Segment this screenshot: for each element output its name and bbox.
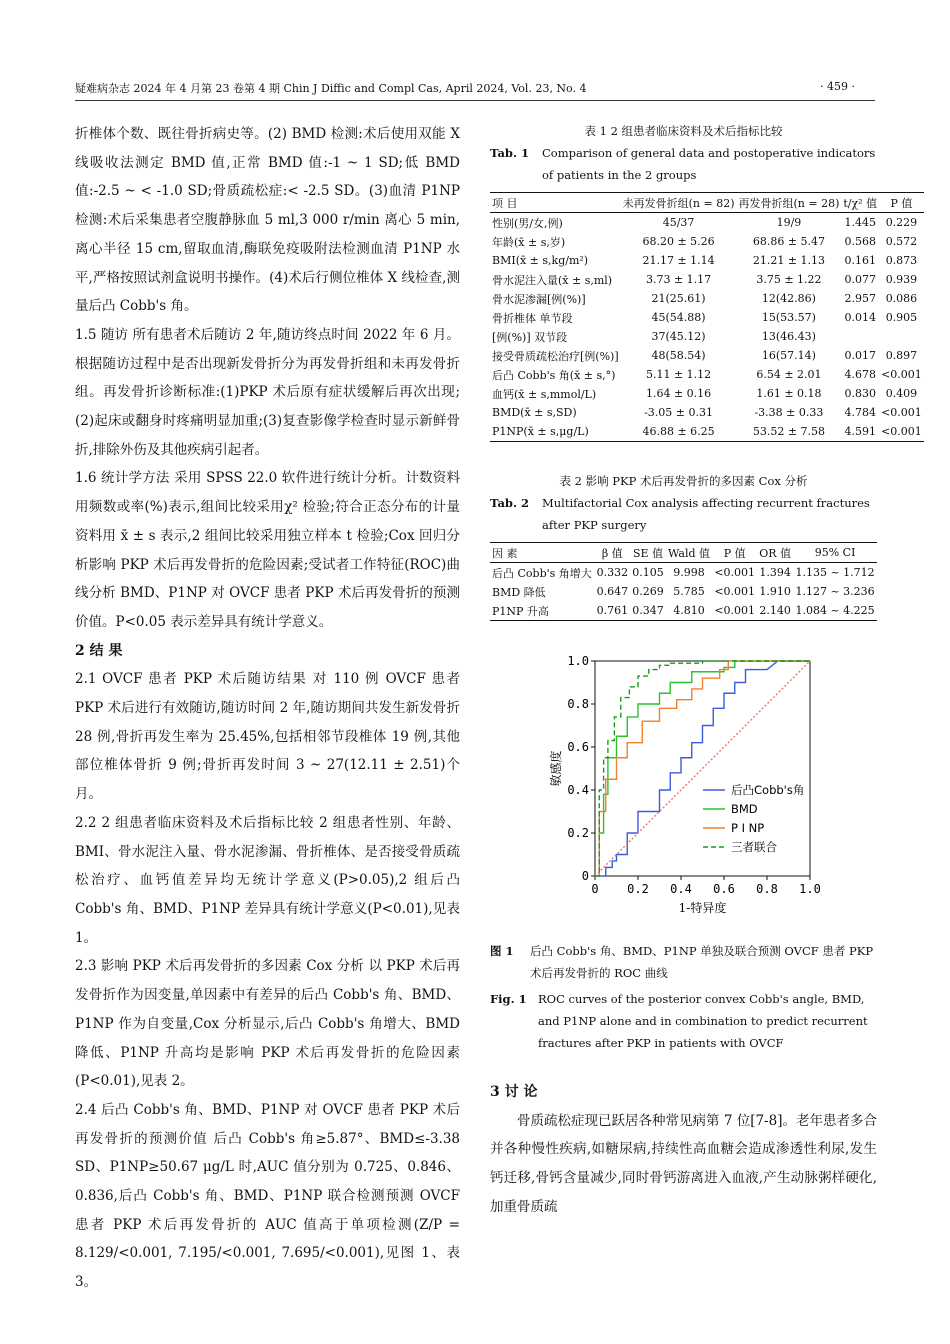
table1-cell: 骨水泥注入量(x̄ ± s,ml) xyxy=(492,273,613,287)
table1-cell: 0.229 xyxy=(885,216,918,229)
table1-cell: 血钙(x̄ ± s,mmol/L) xyxy=(492,387,597,401)
table2-caption-en-row xyxy=(490,492,877,536)
table1-caption-cn: 表 1 2 组患者临床资料及术后指标比较 xyxy=(584,124,783,138)
table2-cell: 2.140 xyxy=(757,601,793,621)
table2-header: OR 值 xyxy=(757,543,793,563)
table2-cell: 后凸 Cobb's 角增大 xyxy=(492,566,592,580)
table2-header: SE 值 xyxy=(630,543,666,563)
figure1-caption-cn-row xyxy=(490,940,877,984)
table2-cell: P1NP 升高 xyxy=(490,601,594,621)
table1 xyxy=(490,192,924,442)
table2-cell: 1.910 xyxy=(759,585,791,598)
paragraph-result-2-3: 2.3 影响 PKP 术后再发骨折的多因素 Cox 分析 以 PKP 术后再发骨折作为因变量,单因素中有差异的后凸 Cobb's 角、BMD、P1NP 作为自变量,Cox 分析显示,后凸 Cobb's 角增大、BMD 降低、P1NP 升高均是影响 PKP 术后再发骨折的危险因素(P<0.01),见表 2。 xyxy=(75,958,460,1090)
table1-cell: [例(%)] 双节段 xyxy=(492,330,568,344)
page-number: · 459 · xyxy=(820,80,855,93)
y-axis-label: 敏感度 xyxy=(549,750,563,787)
table2-cell: 5.785 xyxy=(673,585,705,598)
figure1-caption-cn: 后凸 Cobb's 角、BMD、P1NP 单独及联合预测 OVCF 患者 PKP 术后再发骨折的 ROC 曲线 xyxy=(530,944,874,980)
table1-cell: <0.001 xyxy=(881,406,922,419)
table1-cell: 0.572 xyxy=(885,235,918,248)
table1-cell: 46.88 ± 6.25 xyxy=(621,422,737,442)
y-tick-label: 0.2 xyxy=(567,826,589,840)
table1-label-en: Tab. 1 xyxy=(490,146,529,160)
x-tick-label: 0.8 xyxy=(756,882,778,896)
table1-cell: BMD(x̄ ± s,SD) xyxy=(492,406,577,419)
figure1-label-cn: 图 1 xyxy=(490,944,514,958)
section-heading-discussion: 3 讨 论 xyxy=(490,1084,538,1100)
table1-cell: 45(54.88) xyxy=(651,311,706,324)
table2-cell: 1.135 ~ 1.712 xyxy=(795,566,875,579)
table1-cell: 12(42.86) xyxy=(761,292,816,305)
x-tick-label: 1.0 xyxy=(799,882,821,896)
table2-cell: BMD 降低 xyxy=(492,585,546,599)
table1-cell: 21.21 ± 1.13 xyxy=(752,254,826,267)
table1-cell: 5.11 ± 1.12 xyxy=(645,368,712,381)
table1-row xyxy=(490,232,924,251)
table1-row xyxy=(490,422,924,442)
table1-cell: 3.75 ± 1.22 xyxy=(756,273,822,286)
paragraph-discussion: 骨质疏松症现已跃居各种常见病第 7 位[7-8]。老年患者多合并各种慢性疾病,如糖尿病,持续性高血糖会造成渗透性利尿,发生钙迁移,骨钙含量减少,同时骨钙游离进入血液,产生动脉粥样硬化,加重骨质疏 xyxy=(490,1112,877,1215)
paragraph-statistics: 1.6 统计学方法 采用 SPSS 22.0 软件进行统计分析。计数资料用频数或率(%)表示,组间比较采用χ² 检验;符合正态分布的计量资料用 x̄ ± s 表示,2 组间比较采用独立样本 t 检验;Cox 回归分析影响 PKP 术后再发骨折的危险因素;受试者工作特征(ROC)曲线分析 BMD、P1NP 对 OVCF 患者 PKP 术后再发骨折的预测价值。P<0.05 表示差异具有统计学意义。 xyxy=(75,470,460,630)
x-tick-label: 0.6 xyxy=(713,882,735,896)
table1-cell: 21.17 ± 1.14 xyxy=(642,254,715,267)
legend-label: P I NP xyxy=(731,821,765,835)
table2-cell: 0.269 xyxy=(632,585,664,598)
y-tick-label: 0.8 xyxy=(567,697,589,711)
table1-cell: 13(46.43) xyxy=(761,330,816,343)
y-tick-label: 0.6 xyxy=(567,740,589,754)
table1-caption-en-row xyxy=(490,142,877,186)
table1-cell: 4.591 xyxy=(841,422,879,442)
table1-cell: 0.897 xyxy=(885,349,918,362)
header-rule xyxy=(75,100,875,101)
table2-cell: 1.127 ~ 3.236 xyxy=(795,585,875,598)
table1-cell: 接受骨质疏松治疗[例(%)] xyxy=(492,349,619,363)
table1-cell: 21(25.61) xyxy=(651,292,706,305)
table1-cell: BMI(x̄ ± s,kg/m²) xyxy=(492,254,589,267)
table2-header: β 值 xyxy=(594,543,630,563)
table1-cell: 37(45.12) xyxy=(651,330,706,343)
table1-cell: 1.64 ± 0.16 xyxy=(645,387,712,400)
table2-cell: 1.394 xyxy=(759,566,791,579)
table1-row xyxy=(490,308,924,327)
figure1-caption-en-row xyxy=(490,988,877,1054)
table1-header: 项 目 xyxy=(490,193,621,213)
figure1-label-en: Fig. 1 xyxy=(490,992,527,1006)
table1-cell: -3.38 ± 0.33 xyxy=(754,406,824,419)
table2-cell: 0.647 xyxy=(596,585,629,598)
x-tick-label: 0 xyxy=(591,882,599,896)
table1-cell: 骨折椎体 单节段 xyxy=(492,311,573,325)
y-tick-label: 1.0 xyxy=(567,654,589,668)
table1-cell: 0.873 xyxy=(885,254,918,267)
table1-row xyxy=(490,289,924,308)
table1-cell: 骨水泥渗漏[例(%)] xyxy=(492,292,586,306)
table2-header: 95% CI xyxy=(793,543,877,563)
table2-row xyxy=(490,601,877,621)
x-axis-label: 1-特异度 xyxy=(678,901,727,915)
running-header-left: 疑难病杂志 2024 年 4 月第 23 卷第 4 期 Chin J Diffic and Compl Cas, April 2024, Vol. 23, No. 4 xyxy=(75,82,587,95)
section-heading-results: 2 结 果 xyxy=(75,642,123,659)
table1-cell: 0.939 xyxy=(885,273,918,286)
table1-cell: 0.017 xyxy=(844,349,876,362)
roc-chart xyxy=(490,651,877,926)
table1-cell: 0.086 xyxy=(885,292,918,305)
table2-cell: 4.810 xyxy=(666,601,712,621)
x-tick-label: 0.2 xyxy=(627,882,649,896)
paragraph-result-2-1: 2.1 OVCF 患者 PKP 术后随访结果 对 110 例 OVCF 患者 PKP 术后进行有效随访,随访时间 2 年,随访期间共发生新发骨折 28 例,骨折再发生率为 25.45%,包括相邻节段椎体 19 例,其他部位椎体骨折 9 例;骨折再发时间 3 ~ 27(12.11 ± 2.51)个月。 xyxy=(75,671,460,803)
table1-cell: 0.409 xyxy=(885,387,918,400)
table1-row xyxy=(490,327,924,346)
table1-cell: 2.957 xyxy=(844,292,876,305)
figure1-caption-en: ROC curves of the posterior convex Cobb's angle, BMD, and P1NP alone and in combination to predict recurrent fractures after PKP in patients with OVCF xyxy=(538,992,868,1050)
legend-label: 三者联合 xyxy=(731,840,777,854)
table1-cell: <0.001 xyxy=(879,422,924,442)
table2-header: Wald 值 xyxy=(666,543,712,563)
table1-cell: <0.001 xyxy=(881,368,922,381)
legend-label: BMD xyxy=(731,802,758,816)
table1-cell: 后凸 Cobb's 角(x̄ ± s,°) xyxy=(492,368,616,382)
table1-row xyxy=(490,384,924,403)
x-tick-label: 0.4 xyxy=(670,882,692,896)
table1-cell: 19/9 xyxy=(776,216,802,229)
table1-cell: 4.678 xyxy=(844,368,876,381)
table2-caption-cn: 表 2 影响 PKP 术后再发骨折的多因素 Cox 分析 xyxy=(559,474,808,488)
roc-series-line xyxy=(595,661,810,876)
table1-row xyxy=(490,365,924,384)
table1-row xyxy=(490,270,924,289)
paragraph-result-2-2: 2.2 2 组患者临床资料及术后指标比较 2 组患者性别、年龄、BMI、骨水泥注入量、骨水泥渗漏、骨折椎体、是否接受骨质疏松治疗、血钙值差异均无统计学意义(P>0.05),2 组后凸 Cobb's 角、BMD、P1NP 差异具有统计学意义(P<0.01),见表 1。 xyxy=(75,814,460,946)
table1-cell: 4.784 xyxy=(844,406,876,419)
table1-cell: 48(58.54) xyxy=(651,349,706,362)
table1-cell: 3.73 ± 1.17 xyxy=(645,273,712,286)
table2-cell: <0.001 xyxy=(712,601,757,621)
table2-cell: 0.761 xyxy=(594,601,630,621)
table1-cell: 1.61 ± 0.18 xyxy=(756,387,822,400)
table2-row xyxy=(490,582,877,601)
table1-cell: 0.077 xyxy=(844,273,876,286)
table1-cell: 53.52 ± 7.58 xyxy=(737,422,842,442)
table2-row xyxy=(490,563,877,583)
table1-cell: 68.86 ± 5.47 xyxy=(752,235,826,248)
table1-cell: 0.161 xyxy=(844,254,876,267)
table2-cell: <0.001 xyxy=(714,566,756,579)
paragraph-methods-cont: 折椎体个数、既往骨折病史等。(2) BMD 检测:术后使用双能 X 线吸收法测定 BMD 值,正常 BMD 值:-1 ~ 1 SD;低 BMD 值:-2.5 ~ < -1.0 SD;骨质疏松症:< -2.5 SD。(3)血清 P1NP 检测:术后采集患者空腹静脉血 5 ml,3 000 r/min 离心 5 min,离心半径 15 cm,留取血清,酶联免疫吸附法检测血清 P1NP 水平,严格按照试剂盒说明书操作。(4)术后行侧位椎体 X 线检查,测量后凸 Cobb's 角。 xyxy=(75,126,460,315)
table1-cell xyxy=(879,327,924,346)
y-tick-label: 0 xyxy=(581,869,589,883)
paragraph-result-2-4: 2.4 后凸 Cobb's 角、BMD、P1NP 对 OVCF 患者 PKP 术后再发骨折的预测价值 后凸 Cobb's 角≥5.87°、BMD≤-3.38 SD、P1NP≥50.67 μg/L 时,AUC 值分别为 0.725、0.846、0.836,后凸 Cobb's 角、BMD、P1NP 联合检测预测 OVCF 患者 PKP 术后再发骨折的 AUC 值高于单项检测(Z/P = 8.129/<0.001, 7.195/<0.001, 7.695/<0.001),见图 1、表 3。 xyxy=(75,1101,460,1291)
table1-cell: 68.20 ± 5.26 xyxy=(642,235,715,248)
table2 xyxy=(490,542,877,621)
table2-cell: 0.347 xyxy=(630,601,666,621)
table2-cell: 0.105 xyxy=(632,566,664,579)
table1-cell: 0.905 xyxy=(885,311,918,324)
table1-row xyxy=(490,403,924,422)
table1-cell: P1NP(x̄ ± s,μg/L) xyxy=(490,422,621,442)
table1-cell: 15(53.57) xyxy=(761,311,816,324)
table1-cell: 0.830 xyxy=(844,387,876,400)
legend-label: 后凸Cobb's角 xyxy=(731,783,805,797)
table2-caption-en: Multifactorial Cox analysis affecting recurrent fractures after PKP surgery xyxy=(542,496,870,532)
table2-label-en: Tab. 2 xyxy=(490,496,529,510)
table1-cell: 6.54 ± 2.01 xyxy=(756,368,822,381)
table2-cell: 0.332 xyxy=(596,566,629,579)
table1-row xyxy=(490,346,924,365)
right-column xyxy=(490,120,922,1222)
table1-cell: 0.014 xyxy=(844,311,876,324)
left-column xyxy=(75,120,460,1297)
y-tick-label: 0.4 xyxy=(567,783,589,797)
table1-cell: 16(57.14) xyxy=(761,349,816,362)
table1-header: 再发骨折组(n = 28) xyxy=(737,193,842,213)
table1-header: t/χ² 值 xyxy=(841,193,879,213)
table1-cell: 性别(男/女,例) xyxy=(492,216,563,230)
table2-cell: 9.998 xyxy=(673,566,705,579)
table1-header: 未再发骨折组(n = 82) xyxy=(621,193,737,213)
table1-caption-en: Comparison of general data and postoperative indicators of patients in the 2 groups xyxy=(542,146,876,182)
table1-cell: 45/37 xyxy=(662,216,695,229)
table2-header: P 值 xyxy=(712,543,757,563)
table2-cell: 1.084 ~ 4.225 xyxy=(793,601,877,621)
table2-cell: <0.001 xyxy=(714,585,756,598)
table1-cell: 年龄(x̄ ± s,岁) xyxy=(492,235,566,249)
table1-row xyxy=(490,213,924,233)
paragraph-followup: 1.5 随访 所有患者术后随访 2 年,随访终点时间 2022 年 6 月。根据随访过程中是否出现新发骨折分为再发骨折组和未再发骨折组。再发骨折诊断标准:(1)PKP 术后原有症状缓解后再次出现;(2)起床或翻身时疼痛明显加重;(3)复查影像学检查时显示新鲜骨折,排除外伤及其他疾病引起者。 xyxy=(75,326,460,458)
table1-cell xyxy=(841,327,879,346)
table1-cell: 0.568 xyxy=(844,235,876,248)
table1-cell: 1.445 xyxy=(844,216,876,229)
table1-header: P 值 xyxy=(879,193,924,213)
table1-row xyxy=(490,251,924,270)
table2-header: 因 素 xyxy=(490,543,594,563)
table1-cell: -3.05 ± 0.31 xyxy=(644,406,714,419)
